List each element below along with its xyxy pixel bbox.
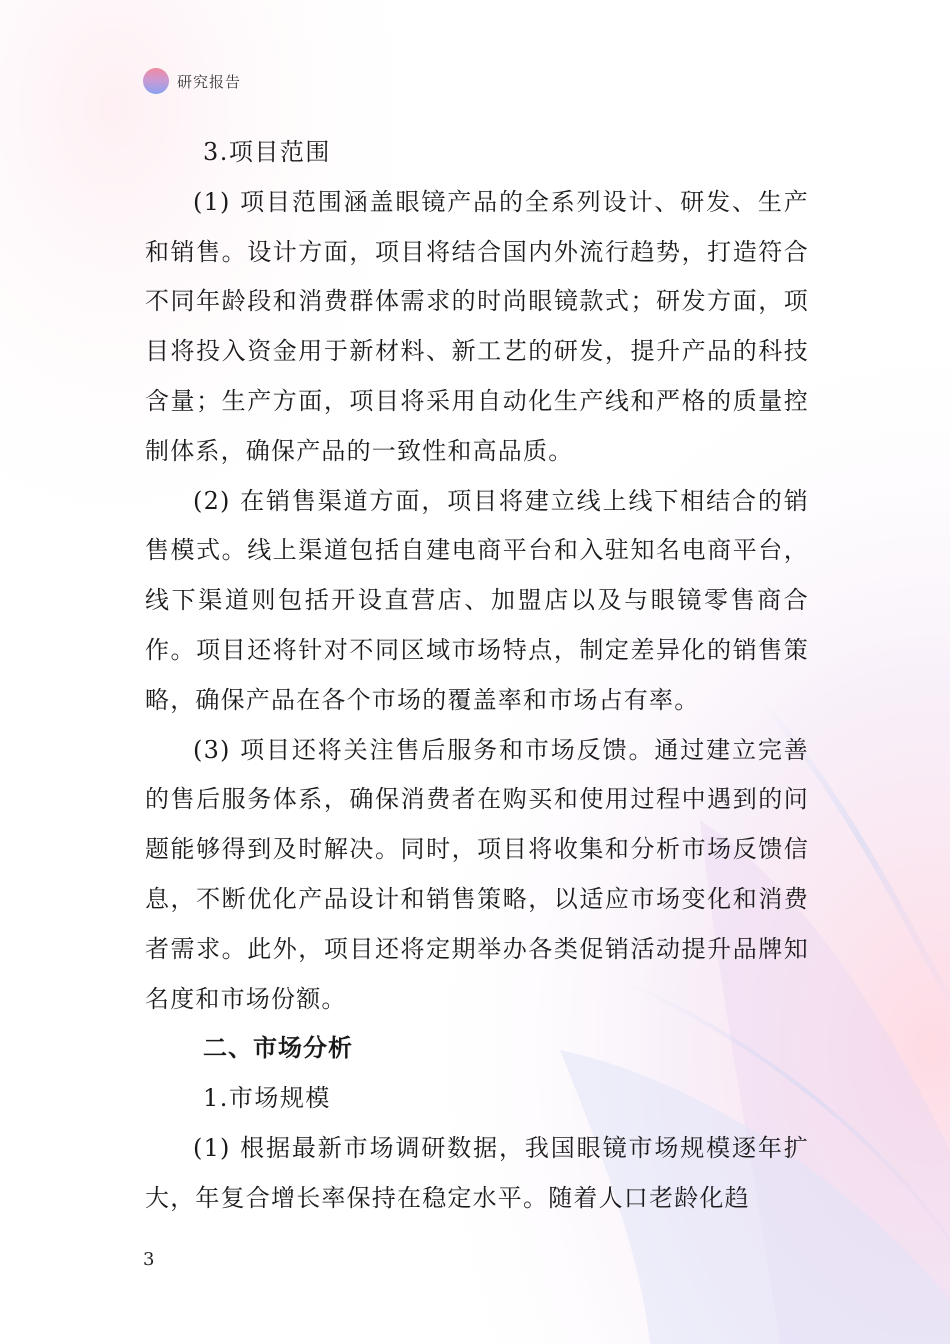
page-number: 3 xyxy=(143,1249,155,1270)
paragraph-scope-2: (2) 在销售渠道方面，项目将建立线上线下相结合的销售模式。线上渠道包括自建电商平台和入驻知名电商平台，线下渠道则包括开设直营店、加盟店以及与眼镜零售商合作。项目还将针对不同区域市场特点，制定差异化的销售策略，确保产品在各个市场的覆盖率和市场占有率。 xyxy=(145,486,809,714)
section-heading-project-scope: 3.项目范围 xyxy=(203,138,331,166)
paragraph-market-size-1: (1) 根据最新市场调研数据，我国眼镜市场规模逐年扩大，年复合增长率保持在稳定水平。随着人口老龄化趋 xyxy=(145,1133,809,1212)
section-heading-market-size: 1.市场规模 xyxy=(203,1084,331,1113)
logo-circle-icon xyxy=(143,68,169,94)
paragraph-scope-1: (1) 项目范围涵盖眼镜产品的全系列设计、研发、生产和销售。设计方面，项目将结合国内外流行趋势，打造符合不同年龄段和消费群体需求的时尚眼镜款式；研发方面，项目将投入资金用于新材料、新工艺的研发，提升产品的科技含量；生产方面，项目将采用自动化生产线和严格的质量控制体系，确保产品的一致性和高品质。 xyxy=(145,187,809,465)
report-header xyxy=(143,66,241,96)
chapter-heading-market-analysis: 二、市场分析 xyxy=(203,1034,353,1063)
document-body xyxy=(145,128,809,1224)
paragraph-scope-3: (3) 项目还将关注售后服务和市场反馈。通过建立完善的售后服务体系，确保消费者在购买和使用过程中遇到的问题能够得到及时解决。同时，项目将收集和分析市场反馈信息，不断优化产品设计和销售策略，以适应市场变化和消费者需求。此外，项目还将定期举办各类促销活动提升品牌知名度和市场份额。 xyxy=(145,735,809,1013)
header-title: 研究报告 xyxy=(177,72,242,91)
